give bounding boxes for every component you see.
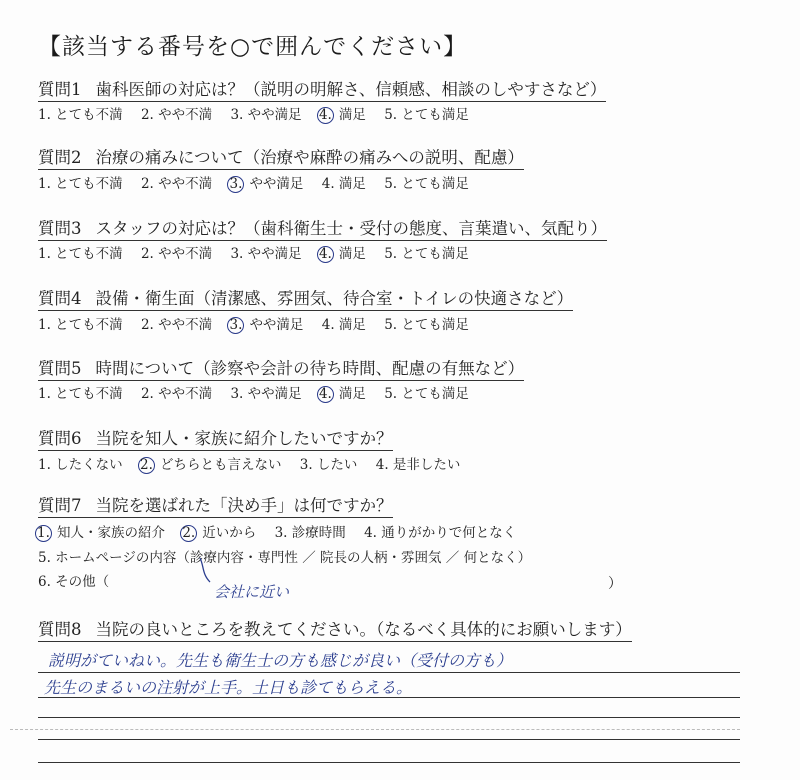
q5-option-3[interactable]: 3. やや満足: [230, 386, 302, 402]
q7-option-1-selected[interactable]: 1. 知人・家族の紹介: [38, 524, 165, 542]
question-7-text: 当院を選ばれた「決め手」は何ですか？: [95, 496, 393, 515]
q1-option-2[interactable]: 2. やや不満: [140, 107, 213, 123]
q7-option-6-close-paren: ）: [608, 576, 622, 592]
q2-option-2[interactable]: 2. やや不満: [140, 176, 213, 192]
q8-handwritten-line-1: 説明がていねい。先生も衛生士の方も感じが良い（受付の方も）: [48, 651, 513, 670]
question-6-options: [38, 456, 474, 474]
question-1-text: 歯科医師の対応は？（説明の明解さ、信頼感、相談のしやすさなど）: [95, 80, 607, 99]
q7-option-2-selected[interactable]: 2. 近いから: [183, 524, 256, 542]
question-1-number: 質問1: [38, 80, 82, 99]
q1-option-4-selected[interactable]: 4. 満足: [320, 106, 366, 124]
answer-line-3: [38, 717, 740, 718]
question-3-number: 質問3: [38, 219, 82, 238]
question-3-options: [38, 245, 483, 263]
question-8-number: 質問8: [38, 620, 82, 639]
question-5-text: 時間について（診察や会計の待ち時間、配慮の有無など）: [95, 359, 525, 378]
question-1-options: [38, 106, 483, 124]
instruction-heading: 【該当する番号を○で囲んでください】: [38, 34, 468, 60]
handwritten-arrow-mark: [196, 556, 216, 586]
question-7-options-row1: [38, 524, 530, 542]
q7-option-6[interactable]: 6. その他（: [38, 574, 110, 590]
scan-dash-line: [10, 729, 740, 730]
q1-option-1[interactable]: 1. とても不満: [38, 107, 123, 123]
q4-option-1[interactable]: 1. とても不満: [38, 317, 123, 333]
q7-option-5[interactable]: 5. ホームページの内容（診療内容・専門性 ／ 院長の人柄・雰囲気 ／ 何となく）: [38, 550, 532, 566]
q3-option-5[interactable]: 5. とても満足: [384, 246, 469, 262]
q6-option-2-selected[interactable]: 2. どちらとも言えない: [141, 456, 282, 474]
q3-option-2[interactable]: 2. やや不満: [140, 246, 213, 262]
question-6-number: 質問6: [38, 429, 82, 448]
question-2-options: [38, 175, 483, 193]
question-4-number: 質問4: [38, 289, 82, 308]
q4-option-2[interactable]: 2. やや不満: [140, 317, 213, 333]
question-6-title: [38, 429, 393, 451]
q6-option-3[interactable]: 3. したい: [299, 457, 358, 473]
q3-option-3[interactable]: 3. やや満足: [230, 246, 302, 262]
q7-handwritten-other: 会社に近い: [214, 583, 290, 601]
q6-option-4[interactable]: 4. 是非したい: [375, 457, 461, 473]
question-8-text: 当院の良いところを教えてください。（なるべく具体的にお願いします）: [95, 620, 632, 639]
q4-option-5[interactable]: 5. とても満足: [384, 317, 469, 333]
q1-option-5[interactable]: 5. とても満足: [384, 107, 469, 123]
answer-line-5: [38, 762, 740, 763]
q2-option-5[interactable]: 5. とても満足: [384, 176, 469, 192]
question-3-title: [38, 219, 607, 241]
question-1-title: [38, 80, 606, 102]
question-4-options: [38, 316, 483, 334]
question-6-text: 当院を知人・家族に紹介したいですか？: [95, 429, 393, 448]
question-7-number: 質問7: [38, 496, 82, 515]
q5-option-2[interactable]: 2. やや不満: [140, 386, 213, 402]
question-4-title: [38, 289, 573, 311]
q1-option-3[interactable]: 3. やや満足: [230, 107, 302, 123]
q3-option-4-selected[interactable]: 4. 満足: [320, 245, 366, 263]
answer-line-4: [38, 739, 740, 740]
question-8-title: [38, 620, 632, 642]
question-2-text: 治療の痛みについて（治療や麻酔の痛みへの説明、配慮）: [95, 148, 524, 167]
q4-option-3-selected[interactable]: 3. やや満足: [230, 316, 303, 334]
q6-option-1[interactable]: 1. したくない: [38, 457, 123, 473]
q8-handwritten-line-2: 先生のまるいの注射が上手。土日も診てもらえる。: [44, 678, 413, 697]
q7-option-3[interactable]: 3. 診療時間: [274, 525, 346, 541]
q2-option-1[interactable]: 1. とても不満: [38, 176, 123, 192]
q2-option-3-selected[interactable]: 3. やや満足: [230, 175, 303, 193]
q4-option-4[interactable]: 4. 満足: [321, 317, 366, 333]
q3-option-1[interactable]: 1. とても不満: [38, 246, 123, 262]
q2-option-4[interactable]: 4. 満足: [321, 176, 366, 192]
question-5-number: 質問5: [38, 359, 82, 378]
question-3-text: スタッフの対応は？（歯科衛生士・受付の態度、言葉遣い、気配り）: [95, 219, 607, 238]
answer-line-1: [38, 672, 740, 673]
q5-option-5[interactable]: 5. とても満足: [384, 386, 469, 402]
question-2-title: [38, 148, 524, 170]
question-7-title: [38, 496, 393, 518]
q5-option-4-selected[interactable]: 4. 満足: [320, 385, 366, 403]
q5-option-1[interactable]: 1. とても不満: [38, 386, 123, 402]
question-2-number: 質問2: [38, 148, 82, 167]
question-5-title: [38, 359, 524, 381]
question-4-text: 設備・衛生面（清潔感、雰囲気、待合室・トイレの快適さなど）: [95, 289, 574, 308]
question-5-options: [38, 385, 483, 403]
q7-option-4[interactable]: 4. 通りがかりで何となく: [364, 525, 517, 541]
